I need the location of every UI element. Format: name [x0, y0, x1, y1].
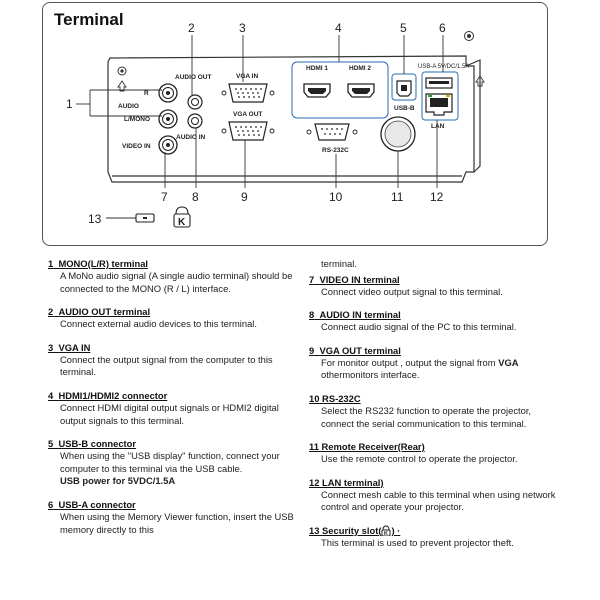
entry-title: 4 HDMI1/HDMI2 connector: [48, 389, 168, 401]
label-l-mono: L/MONO: [124, 116, 150, 123]
entry-body: Select the RS232 function to operate the projector, connect the serial communication to this terminal.: [321, 404, 532, 429]
entry-hdmi: [48, 390, 298, 427]
entry-title: 11 Remote Receiver(Rear): [309, 441, 425, 453]
label-usb-b: USB-B: [394, 105, 415, 112]
security-slot-icon: [136, 214, 154, 222]
hdmi1-port-icon: [304, 84, 330, 97]
entry-audio-out: [48, 306, 298, 331]
entry-body-bold: USB power for 5VDC/1.5A: [60, 475, 176, 487]
callout-4: 4: [335, 21, 342, 35]
label-hdmi2: HDMI 2: [349, 65, 372, 72]
entry-title: 8 AUDIO IN terminal: [309, 309, 401, 321]
entry-body: Connect video output signal to this terminal.: [321, 285, 503, 297]
entry-title: 10 RS-232C: [309, 392, 361, 404]
svg-text:K: K: [384, 531, 389, 536]
entry-title: 3 VGA IN: [48, 341, 91, 353]
entry-body: When using the Memory Viewer function, insert the USB memory directly to this: [60, 510, 294, 535]
svg-text:K: K: [178, 217, 186, 228]
entry-continuation: terminal.: [321, 258, 357, 269]
entry-title: 13 Security slot( K ) ·: [309, 524, 401, 536]
audio-r-jack-icon: [159, 84, 177, 102]
terminal-diagram: [42, 2, 548, 246]
entry-vga-out: [309, 345, 564, 382]
callout-6: 6: [439, 21, 446, 35]
vga-out-port-icon: [222, 122, 274, 140]
label-hdmi1: HDMI 1: [306, 65, 329, 72]
entry-title: 5 USB-B connector: [48, 438, 137, 450]
label-vga-out: VGA OUT: [233, 111, 263, 118]
screw-icon: [465, 32, 474, 41]
entry-body: Connect HDMI digital output signals or HDMI2 digital output signals to this terminal.: [60, 401, 279, 426]
lan-port-icon: [426, 94, 452, 115]
label-usb-a: USB-A 5V/DC/1.5A: [418, 64, 470, 70]
video-in-jack-icon: [159, 136, 177, 154]
entry-body: A MoNo audio signal (A single audio terminal) should be connected to the MONO (R / L) interface.: [60, 270, 293, 294]
label-lan: LAN: [431, 123, 445, 130]
callout-1: 1: [66, 97, 73, 111]
entry-lan: [309, 477, 564, 514]
entry-video-in: [309, 274, 564, 299]
projector-rear-outline: [108, 56, 480, 182]
entry-body: Connect the output signal from the computer to this terminal.: [60, 353, 273, 378]
callout-10: 10: [329, 190, 343, 204]
label-audio-in: AUDIO IN: [176, 134, 206, 141]
callout-13: 13: [88, 212, 102, 226]
entry-title: 7 VIDEO IN terminal: [309, 273, 400, 285]
entry-body: Connect external audio devices to this terminal.: [60, 318, 257, 330]
label-rs232c: RS-232C: [322, 147, 349, 154]
callout-9: 9: [241, 190, 248, 204]
entry-body: When using the "USB display" function, connect your computer to this terminal via the USB cable.: [60, 450, 280, 474]
audio-out-jack-icon: [188, 95, 202, 109]
entry-title: 12 LAN terminal): [309, 476, 384, 488]
terminal-list-right: [309, 258, 564, 561]
entry-usb-a: [48, 499, 298, 536]
callout-7: 7: [161, 190, 168, 204]
callout-5: 5: [400, 21, 407, 35]
entry-vga-in: [48, 342, 298, 379]
rs232c-port-icon: [307, 124, 357, 140]
entry-body: Connect mesh cable to this terminal when using network control and operate your projector.: [321, 488, 556, 513]
figure-title: Terminal: [54, 10, 124, 29]
vga-in-port-icon: [222, 84, 274, 102]
entry-remote-receiver: [309, 441, 564, 466]
entry-body: For monitor output , output the signal from VGA othermonitors interface.: [321, 356, 519, 381]
kensington-lock-icon: [381, 525, 391, 536]
kensington-lock-icon: [174, 207, 190, 228]
hdmi2-port-icon: [348, 84, 374, 97]
entry-title: 6 USB-A connector: [48, 498, 136, 510]
label-r: R: [144, 90, 149, 97]
entry-mono-lr: [48, 258, 298, 295]
entry-title: 2 AUDIO OUT terminal: [48, 306, 151, 318]
entry-title: 1 MONO(L/R) terminal: [48, 258, 149, 269]
callout-3: 3: [239, 21, 246, 35]
entry-body: Use the remote control to operate the projector.: [321, 453, 518, 465]
usb-a-port-icon: [426, 78, 452, 88]
audio-in-jack-icon: [188, 114, 202, 128]
callout-8: 8: [192, 190, 199, 204]
callout-2: 2: [188, 21, 195, 35]
entry-rs232c: [309, 393, 564, 430]
label-audio: AUDIO: [118, 103, 139, 110]
label-vga-in: VGA IN: [236, 73, 259, 80]
entry-body: Connect audio signal of the PC to this terminal.: [321, 321, 517, 333]
audio-l-mono-jack-icon: [159, 110, 177, 128]
entry-usb-b: [48, 438, 298, 488]
label-video-in: VIDEO IN: [122, 143, 151, 150]
label-audio-out: AUDIO OUT: [175, 74, 212, 81]
terminal-list-left: [48, 258, 298, 547]
callout-12: 12: [430, 190, 444, 204]
entry-security-slot: [309, 525, 564, 550]
entry-title: 9 VGA OUT terminal: [309, 344, 401, 356]
entry-body: This terminal is used to prevent projector theft.: [321, 536, 514, 548]
usb-b-port-icon: [397, 81, 411, 96]
remote-receiver-icon: [381, 117, 415, 151]
entry-audio-in: [309, 309, 564, 334]
callout-11: 11: [391, 190, 404, 204]
